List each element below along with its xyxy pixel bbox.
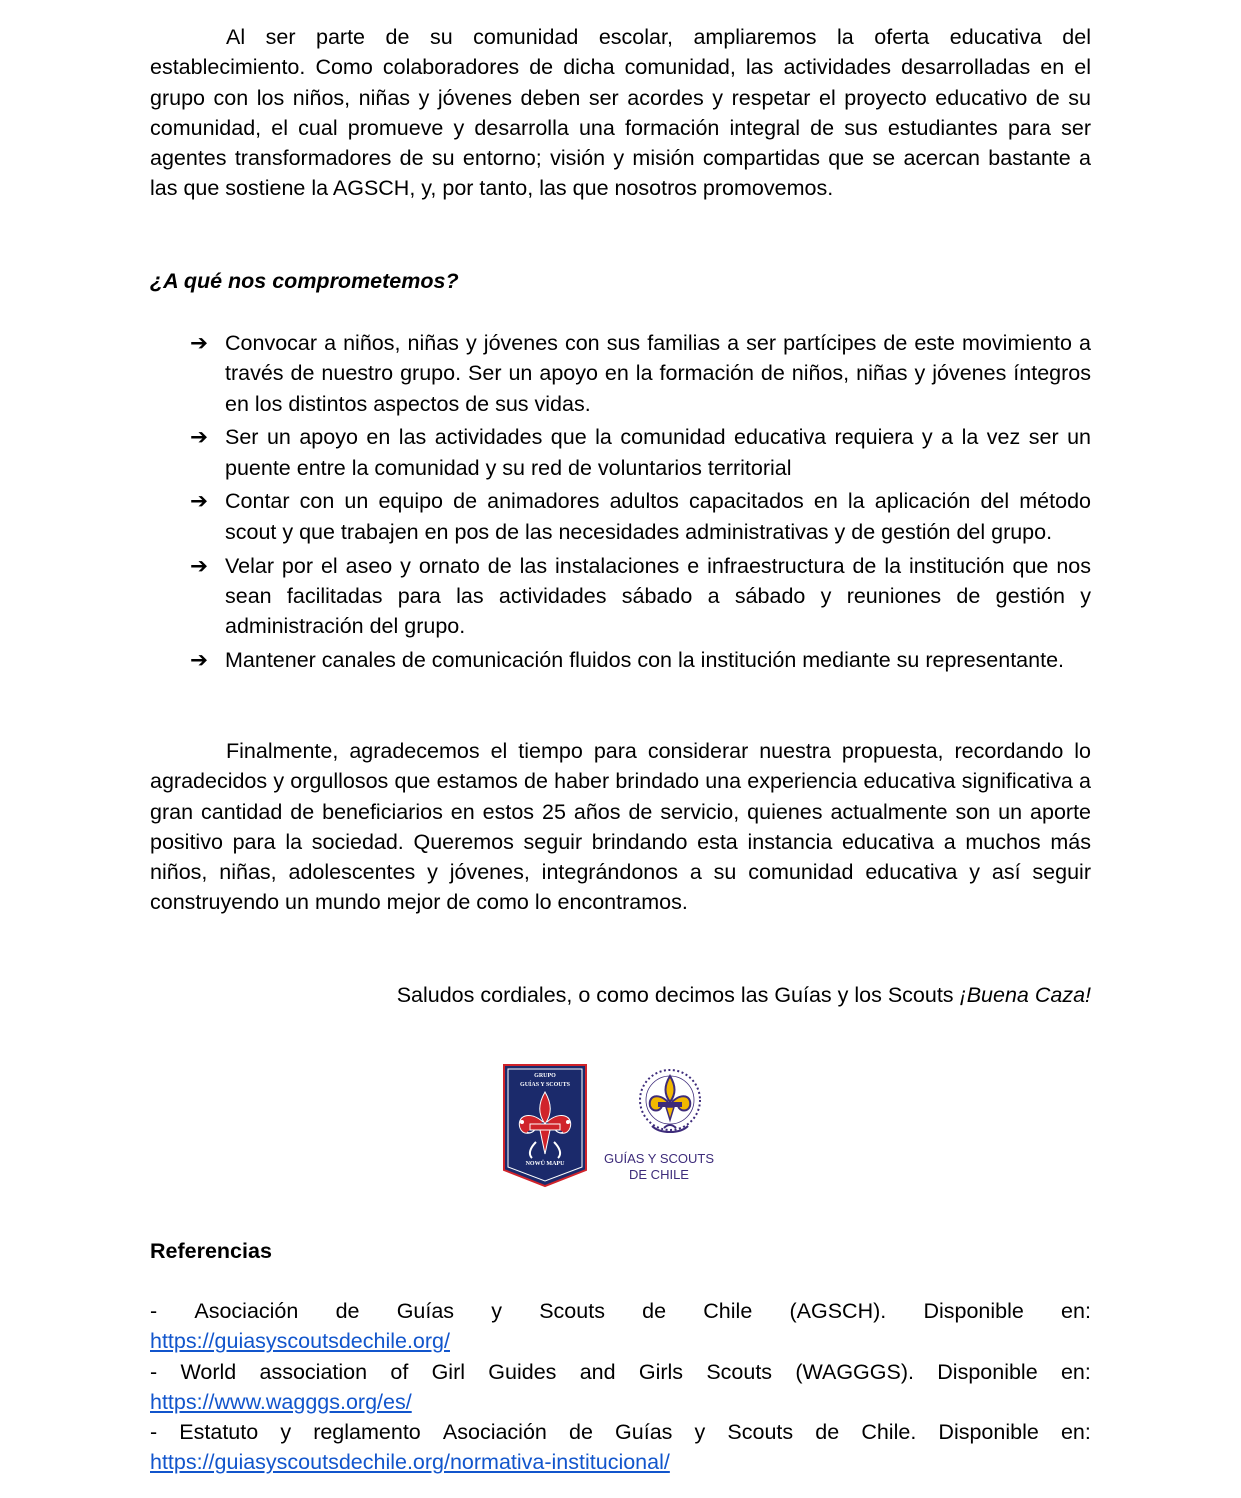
agsch-logo xyxy=(604,1070,714,1182)
reference-item xyxy=(150,1417,1091,1478)
list-item xyxy=(150,645,1091,675)
salutation-text: Saludos cordiales, o como decimos las Guías y los Scouts xyxy=(396,983,960,1007)
agsch-logo-line1: GUÍAS Y SCOUTS xyxy=(603,1151,715,1166)
list-item xyxy=(150,328,1091,419)
group-logo xyxy=(504,1065,586,1186)
references-list xyxy=(150,1296,1091,1478)
list-item xyxy=(150,486,1091,547)
group-logo-bottom-text: NOWÜ MAPU xyxy=(525,1161,565,1167)
arrow-icon: ➔ xyxy=(190,489,209,514)
salutation xyxy=(150,980,1091,1010)
list-item-text: Velar por el aseo y ornato de las instalaciones e infraestructura de la institución que nos sean facilitadas para las actividades sábado a sábado y reuniones de gestión y administración del grupo. xyxy=(225,553,1091,639)
arrow-icon: ➔ xyxy=(190,647,209,672)
reference-link[interactable]: https://www.wagggs.org/es/ xyxy=(150,1389,412,1414)
references-title: Referencias xyxy=(150,1239,272,1263)
list-item xyxy=(150,551,1091,642)
reference-line: - World association of Girl Guides and Girls Scouts (WAGGGS). Disponible en: xyxy=(150,1359,1091,1384)
commitments-list xyxy=(150,328,1091,679)
reference-item xyxy=(150,1357,1091,1418)
reference-line: - Estatuto y reglamento Asociación de Guías y Scouts de Chile. Disponible en: xyxy=(150,1420,1091,1445)
logos-row xyxy=(500,1062,740,1192)
list-item xyxy=(150,422,1091,483)
logos-svg xyxy=(500,1062,740,1192)
agsch-logo-line2: DE CHILE xyxy=(629,1167,689,1182)
reference-link[interactable]: https://guiasyscoutsdechile.org/ xyxy=(150,1329,450,1354)
group-logo-middle-text: GUÍAS Y SCOUTS xyxy=(520,1082,570,1088)
arrow-icon: ➔ xyxy=(190,553,209,578)
commitments-heading: ¿A qué nos comprometemos? xyxy=(150,269,459,293)
arrow-icon: ➔ xyxy=(190,331,209,355)
reference-link[interactable]: https://guiasyscoutsdechile.org/normativa-institucional/ xyxy=(150,1450,670,1475)
reference-line: - Asociación de Guías y Scouts de Chile (AGSCH). Disponible en: xyxy=(150,1299,1091,1323)
intro-paragraph: Al ser parte de su comunidad escolar, ampliaremos la oferta educativa del establecimiento. Como colaboradores de dicha comunidad, las actividades desarrolladas en el grupo con los niños, niñas y jóvenes deben ser acordes y respetar el proyecto educativo de su comunidad, el cual promueve y desarrolla una formación integral de sus estudiantes para ser agentes transformadores de su entorno; visión y misión compartidas que se acercan bastante a las que sostiene la AGSCH, y, por tanto, las que nosotros promovemos. xyxy=(150,25,1091,201)
reference-item xyxy=(150,1296,1091,1357)
list-item-text: Ser un apoyo en las actividades que la comunidad educativa requiera y a la vez ser un puente entre la comunidad y su red de voluntarios territorial xyxy=(225,425,1091,480)
arrow-icon: ➔ xyxy=(190,425,209,450)
list-item-text: Contar con un equipo de animadores adultos capacitados en la aplicación del método scout y que trabajen en pos de las necesidades administrativas y de gestión del grupo. xyxy=(225,489,1091,544)
list-item-text: Mantener canales de comunicación fluidos con la institución mediante su representante. xyxy=(225,647,1064,672)
closing-paragraph: Finalmente, agradecemos el tiempo para considerar nuestra propuesta, recordando lo agradecidos y orgullosos que estamos de haber brindado una experiencia educativa significativa a gran cantidad de beneficiarios en estos 25 años de servicio, quienes actualmente son un aporte positivo para la sociedad. Queremos seguir brindando esta instancia educativa a muchos más niños, niñas, adolescentes y jóvenes, integrándonos a su comunidad educativa y así seguir construyendo un mundo mejor de como lo encontramos. xyxy=(150,739,1091,915)
salutation-emphasis: ¡Buena Caza! xyxy=(959,983,1091,1007)
list-item-text: Convocar a niños, niñas y jóvenes con sus familias a ser partícipes de este movimiento a través de nuestro grupo. Ser un apoyo en la formación de niños, niñas y jóvenes íntegros en los distintos aspectos de sus vidas. xyxy=(225,331,1091,416)
group-logo-top-text: GRUPO xyxy=(534,1073,556,1079)
